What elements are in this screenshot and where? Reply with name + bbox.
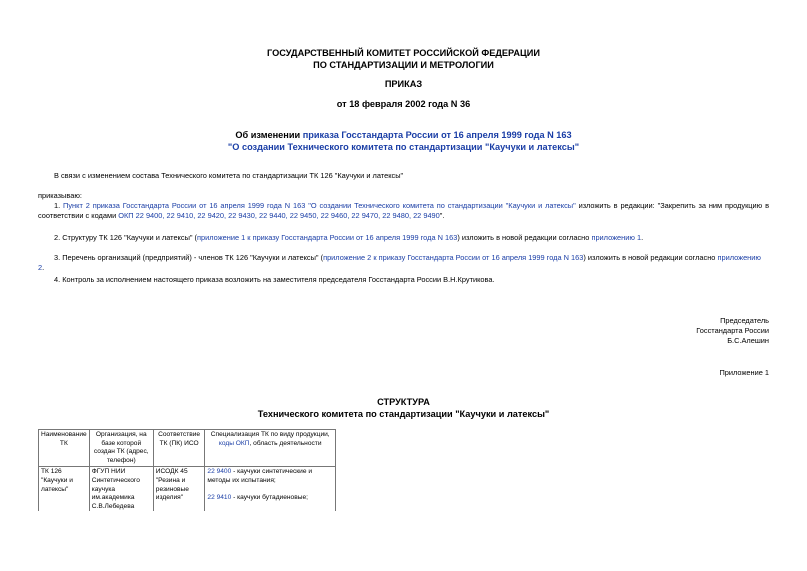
appendix-label: Приложение 1	[719, 368, 769, 377]
table-row	[39, 467, 336, 516]
paragraph-2-link-appendix-new[interactable]: приложению 1	[591, 233, 642, 242]
table-header-row	[39, 430, 336, 467]
cell-committee: ТК 126 "Каучуки и латексы"	[39, 467, 90, 516]
okp-link-229410[interactable]: 22 9410	[207, 493, 232, 501]
paragraph-3-link-appendix-old[interactable]: приложение 2 к приказу Госстандарта России от 16 апреля 1999 года N 163	[323, 253, 584, 262]
paragraph-3-text: 3. Перечень организаций (предприятий) - членов ТК 126 "Каучуки и латексы" (	[54, 253, 324, 262]
paragraph-2-end: .	[641, 233, 644, 242]
document-type: ПРИКАЗ	[384, 79, 423, 89]
paragraph-1-link-title[interactable]: "О создании Технического комитета по стандартизации "Каучуки и латексы"	[308, 201, 576, 210]
header-specialization	[205, 430, 336, 467]
page-cutoff	[37, 511, 337, 571]
paragraph-2-link-appendix-old[interactable]: приложение 1 к приказу Госстандарта России от 16 апреля 1999 года N 163	[197, 233, 458, 242]
header-iso: Соответствие ТК (ПК) ИСО	[153, 430, 205, 467]
paragraph-1-text: изложить в редакции: "Закрепить за ним продукцию в соответствии с кодами	[38, 201, 770, 221]
document-subject	[38, 130, 769, 153]
header-organization: Организация, на базе которой создан ТК (адрес, телефон)	[89, 430, 153, 467]
cell-specialization	[205, 467, 336, 516]
document-date: от 18 февраля 2002 года N 36	[336, 99, 471, 109]
paragraph-3-end: .	[42, 263, 45, 273]
okp-desc-229410: - каучуки бутадиеновые;	[231, 493, 308, 501]
paragraph-3	[38, 253, 769, 273]
order-word: приказываю:	[38, 191, 82, 200]
intro-paragraph: В связи с изменением состава Технического комитета по стандартизации ТК 126 "Каучуки и латексы"	[54, 171, 404, 180]
paragraph-1-link-okp[interactable]: ОКП 22 9400, 22 9410, 22 9420, 22 9430, 22 9440, 22 9450, 22 9460, 22 9470, 22 9480, 22 9490	[118, 211, 440, 221]
subject-link-title[interactable]: "О создании Технического комитета по стандартизации "Каучуки и латексы"	[227, 141, 580, 152]
paragraph-1-number: 1.	[54, 201, 64, 210]
signature-organization: Госстандарта России	[696, 326, 769, 336]
okp-desc-229400: - каучуки синтетические и методы их испытания;	[207, 468, 313, 484]
paragraph-3-text-mid: ) изложить в новой редакции согласно	[583, 253, 718, 262]
header-specialization-text: Специализация ТК по виду продукции,	[210, 431, 330, 438]
paragraph-1	[38, 201, 769, 221]
paragraph-3-link-appendix-new[interactable]: приложению 2	[38, 253, 761, 273]
subject-prefix: Об изменении	[235, 130, 303, 140]
appendix-title: СТРУКТУРА	[377, 397, 430, 407]
signature-block	[38, 316, 769, 347]
cell-organization: ФГУП НИИ Синтетического каучука им.академика С.В.Лебедева	[89, 467, 153, 516]
organization-name-line2: ПО СТАНДАРТИЗАЦИИ И МЕТРОЛОГИИ	[313, 59, 494, 70]
paragraph-1-end: ".	[439, 211, 445, 221]
cell-iso: ИСОДК 45 "Резина и резиновые изделия"	[153, 467, 205, 516]
header-okp-link[interactable]: коды ОКП	[218, 439, 250, 447]
appendix-subtitle: Технического комитета по стандартизации "Каучуки и латексы"	[257, 408, 550, 419]
paragraph-1-link-clause[interactable]: Пункт 2 приказа Госстандарта России от 16 апреля 1999 года N 163	[63, 201, 306, 210]
paragraph-2-text-mid: ) изложить в новой редакции согласно	[457, 233, 592, 242]
header-specialization-end: , область деятельности	[249, 439, 322, 447]
paragraph-4: 4. Контроль за исполнением настоящего приказа возложить на заместителя председателя Госстандарта России В.Н.Крутикова.	[54, 275, 495, 284]
organization-header	[38, 48, 769, 71]
structure-table	[38, 429, 336, 516]
signature-title: Председатель	[720, 316, 769, 325]
organization-name-line1: ГОСУДАРСТВЕННЫЙ КОМИТЕТ РОССИЙСКОЙ ФЕДЕРАЦИИ	[267, 48, 540, 58]
okp-link-229400[interactable]: 22 9400	[207, 468, 232, 476]
subject-link-order[interactable]: приказа Госстандарта России от 16 апреля 1999 года N 163	[302, 130, 572, 140]
paragraph-2	[38, 233, 769, 243]
appendix-heading	[38, 397, 769, 420]
signature-name: Б.С.Алешин	[727, 336, 769, 346]
header-name: Наименование ТК	[39, 430, 90, 467]
paragraph-2-text: 2. Структуру ТК 126 "Каучуки и латексы" (	[54, 233, 198, 242]
